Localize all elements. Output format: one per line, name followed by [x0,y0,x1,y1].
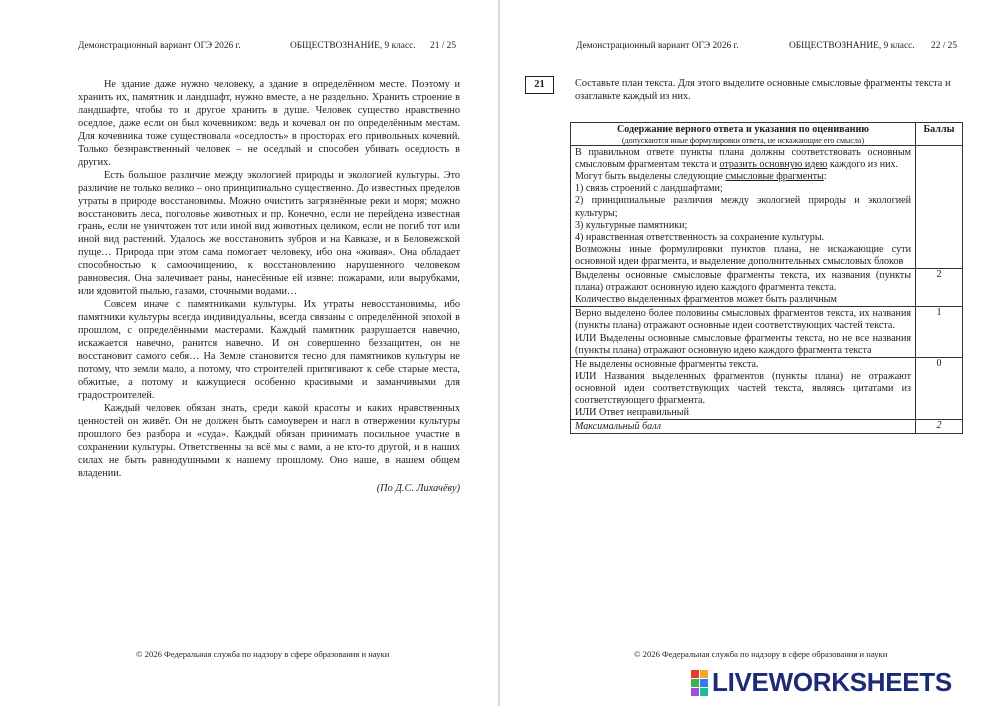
answer-item: 4) нравственная ответственность за сохранение культуры. [575,231,825,243]
header-subject: ОБЩЕСТВОЗНАНИЕ, 9 класс. [290,41,416,51]
table-header-note: (допускаются иные формулировки ответа, не искажающие его смысла) [621,136,865,146]
table-row-max [571,420,963,434]
text-paragraph: Не здание даже нужно человеку, а здание в определённом месте. Поэтому и хранить их, памятник и ландшафт, нужно вместе, а не раздельно. Хранить строение в ландшафте, чтобы то и другое хранить в душе. Человек существо нравственно оседлое, даже если он был кочевником: ведь и кочевал он по определённым местам. Для кочевника тоже существовала «оседлость» в просторах его привольных кочевий. Только безнравственный человек – не оседлый и способен убивать оседлость в других. [78,79,460,168]
page-footer: © 2026 Федеральная служба по надзору в сфере образования и науки [634,649,888,659]
table-row-score-1 [571,307,963,357]
score-value: 2 [916,269,963,307]
table-header-points: Баллы [916,123,963,146]
answer-item: 3) культурные памятники; [575,219,688,231]
header-page-number: 21 / 25 [430,41,457,51]
score-value: 1 [916,307,963,357]
table-row-answer [571,146,963,269]
liveworksheets-logo [691,667,952,697]
table-header-row [571,123,963,146]
text-author: (По Д.С. Лихачёву) [376,482,460,494]
header-variant: Демонстрационный вариант ОГЭ 2026 г. [576,41,739,51]
table-header-title: Содержание верного ответа и указания по оцениванию [616,124,870,135]
liveworksheets-wordmark: LIVEWORKSHEETS [712,667,952,697]
max-score-label: Максимальный балл [571,420,916,434]
text-paragraph: Каждый человек обязан знать, среди какой красоты и каких нравственных ценностей он живёт. Он не должен быть самоуверен и нагл в отвержении культуры прошлого без разбора и «суда». Каждый обязан принимать посильное участие в сохранении культуры. Ответственны за всё мы с вами, а не кто-то другой, и в наших силах не быть равнодушными к нашему прошлому. Оно наше, в нашем общем владении. [78,402,460,479]
liveworksheets-icon [691,670,708,696]
header-subject: ОБЩЕСТВОЗНАНИЕ, 9 класс. [789,41,915,51]
criterion-line: Выделены основные смысловые фрагменты текста, их названия (пункты плана) отражают основную идею каждого фрагмента текста. [575,270,911,294]
text-paragraph: Есть большое различие между экологией природы и экологией культуры. Это различие не только велико – оно принципиально существенно. До известных пределов утраты в природе восстановимы. Можно очистить загрязнённые реки и моря; можно восстановить леса, поголовье животных и пр. Конечно, если не перейдена известная грань, если не уничтожен тот или иной вид животных целиком, если не погиб тот или иной вид растений. Удалось же восстановить зубров и на Кавказе, и в Беловежской пуще… Природа при этом сама помогает человеку, ибо она «живая». Она обладает способностью к самоочищению, к восстановлению нарушенного человеком равновесия. Она залечивает раны, нанесённые ей извне: пожарами, или вырубками, или ядовитой пылью, газами, сточными водами… [78,169,460,298]
logo-tile [700,679,708,687]
header-variant: Демонстрационный вариант ОГЭ 2026 г. [78,41,241,51]
logo-tile [691,679,699,687]
criterion-line: ИЛИ Названия выделенных фрагментов (пункты плана) не отражают основной идеи соответствующих частей текста, являясь цитатами из соответствующего фрагмента. [575,370,911,406]
source-text [78,79,460,496]
criterion-line: ИЛИ Выделены основные смысловые фрагменты текста, но не все названия (пункты плана) отражают основную идею каждого фрагмента текста [575,332,911,356]
logo-tile [691,688,699,696]
answer-content [571,146,916,269]
logo-tile [700,688,708,696]
answer-intro: В правильном ответе пункты плана должны соответствовать основным смысловым фрагментам текста и отразить основную идею каждого из них. [575,147,911,171]
criterion-line: Не выделены основные фрагменты текста. [575,358,759,370]
criterion-line: Верно выделено более половины смысловых фрагментов текста, их названия (пункты плана) отражают основные идеи соответствующих частей текста. [575,308,911,332]
header-page-number: 22 / 25 [931,41,958,51]
table-row-score-0 [571,357,963,419]
task-number: 21 [525,76,554,94]
score-value: 0 [916,357,963,419]
logo-tile [691,670,699,678]
table-header-criteria [571,123,916,146]
answer-list-intro: Могут быть выделены следующие смысловые фрагменты: [575,171,827,183]
max-score-value: 2 [916,420,963,434]
answer-note: Возможны иные формулировки пунктов плана, не искажающие сути основной идеи фрагмента, и выделение дополнительных смысловых блоков [575,243,911,267]
logo-tile [700,670,708,678]
answer-item: 2) принципиальные различия между экологией природы и экологией культуры; [575,195,911,219]
table-row-score-2 [571,269,963,307]
criterion-line: ИЛИ Ответ неправильный [575,407,689,419]
scoring-table [570,122,963,434]
answer-item: 1) связь строений с ландшафтами; [575,183,723,195]
page-footer: © 2026 Федеральная служба по надзору в сфере образования и науки [136,649,390,659]
criterion-line: Количество выделенных фрагментов может быть различным [575,294,837,306]
left-page [0,0,498,706]
text-paragraph: Совсем иначе с памятниками культуры. Их утраты невосстановимы, ибо памятники культуры всегда индивидуальны, всегда связаны с определённой эпохой в прошлом, с определёнными мастерами. Каждый памятник разрушается навечно, искажается навечно, ранится навечно. И он совершенно беззащитен, он не восстановит самого себя… На Земле становится тесно для памятников культуры не потому, что земли мало, а потому, что строителей притягивают к себе старые места, обжитые, а потому и кажущиеся особенно красивыми и заманчивыми для градостроителей. [78,299,460,401]
task-prompt: Составьте план текста. Для этого выделите основные смысловые фрагменты текста и озаглавьте каждый из них. [575,78,951,103]
